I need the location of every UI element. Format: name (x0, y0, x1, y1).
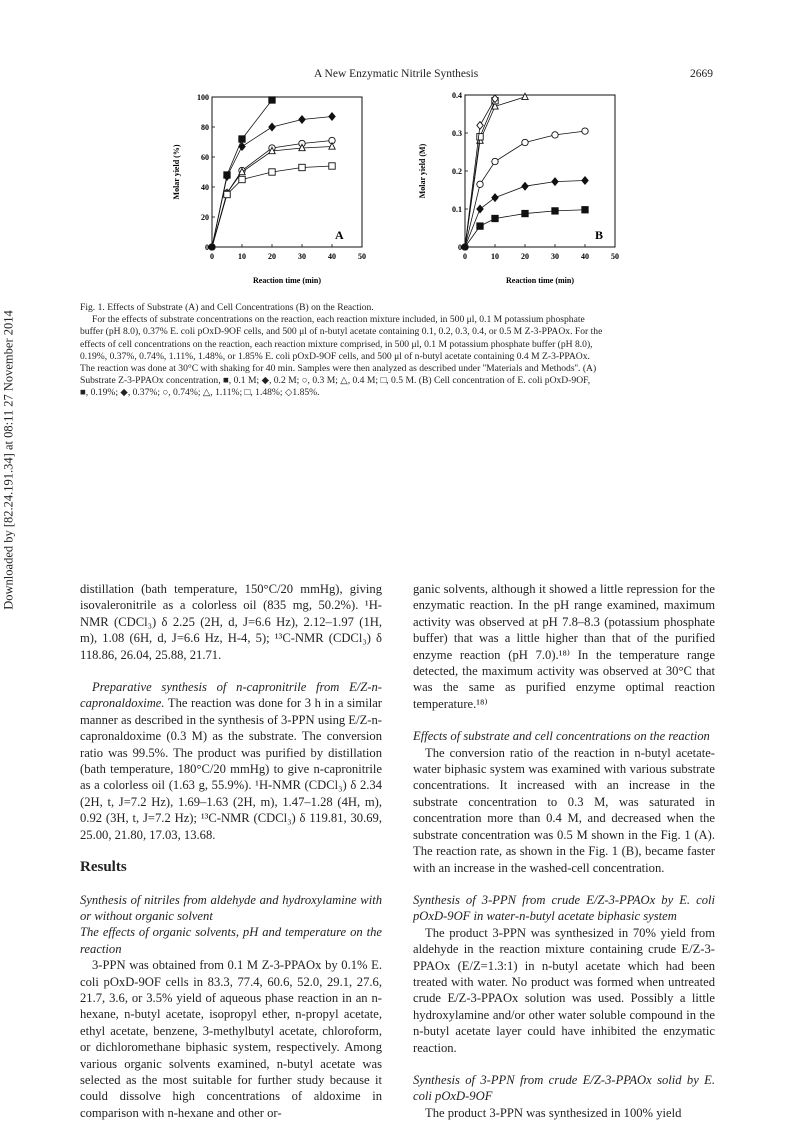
data-point (329, 163, 335, 169)
data-point (582, 177, 588, 185)
data-point (492, 194, 498, 202)
paragraph-heading: Preparative synthesis of n-capronitrile from E/Z-n-capronaldoxime. (80, 680, 382, 711)
x-axis-label: Reaction time (min) (506, 276, 574, 285)
data-point (239, 176, 245, 182)
data-point (522, 139, 528, 145)
x-tick-label: 30 (551, 252, 559, 261)
data-point (582, 207, 588, 213)
running-title: A New Enzymatic Nitrile Synthesis (314, 68, 479, 80)
paragraph: The product 3-PPN was synthesized in 70% yield from aldehyde in the reaction mixture containing crude E/Z-3-PPAOx (E/Z=1.3:1) in n-butyl acetate which had been treated with water. No product was formed when untreated crude E/Z-3-PPAOx solution was used. Possibly a little hydroxylamine and/or other water soluble compound in the n-butyl acetate layer could have inhibited the enzymatic reaction. (413, 925, 715, 1055)
x-axis-label: Reaction time (min) (253, 276, 321, 285)
download-sidebar (2, 250, 16, 670)
y-tick-label: 60 (201, 153, 209, 162)
x-tick-label: 20 (521, 252, 529, 261)
x-tick-label: 10 (491, 252, 499, 261)
panel-label-b: B (595, 228, 604, 242)
data-point (552, 208, 558, 214)
data-point (477, 122, 483, 130)
data-point (552, 178, 558, 186)
data-point (477, 223, 483, 229)
caption-line: 0.19%, 0.37%, 0.74%, 1.11%, 1.48%, or 1.85% E. coli pOxD-9OF cells, and 500 μl of n-butyl acetate containing 0.4 M Z-3-PPAOx. (80, 350, 590, 362)
y-tick-label: 100 (197, 93, 209, 102)
data-point (239, 136, 245, 142)
subsection-heading: Synthesis of nitriles from aldehyde and hydroxylamine with or without organic solvent (80, 892, 382, 923)
paragraph: The product 3-PPN was synthesized in 100% yield (425, 1105, 682, 1120)
plot-frame (212, 97, 362, 247)
y-tick-label: 40 (201, 183, 209, 192)
x-tick-label: 30 (298, 252, 306, 261)
data-point (269, 123, 275, 131)
caption-line: effects of cell concentrations on the reaction, each reaction mixture comprised, in 500 μl, 0.1 M potassium phosphate buffer (pH 8.0), (80, 338, 593, 350)
data-point (269, 97, 275, 103)
data-point (477, 181, 483, 187)
paragraph: 3-PPN was obtained from 0.1 M Z-3-PPAOx by 0.1% E. coli pOxD-9OF cells in 83.3, 77.4, 60.6, 52.0, 29.1, 27.6, 21.7, 3.6, or 3.5% yield of aqueous phase reaction in an n-hexane, n-butyl acetate, isopropyl ether, n-propyl acetate, ethyl acetate, benzene, 3-methylbutyl acetate, chloroform, or dichloromethane biphasic system, respectively. Among various organic solvents examined, n-butyl acetate was selected as the most suitable for further study because it could dissolve high concentrations of aldoxime in comparison with n-hexane and other or- (80, 958, 382, 1120)
caption-title: Fig. 1. Effects of Substrate (A) and Cell Concentrations (B) on the Reaction. (80, 302, 374, 313)
x-tick-label: 50 (611, 252, 619, 261)
data-point (299, 164, 305, 170)
x-tick-label: 0 (463, 252, 467, 261)
x-tick-label: 40 (581, 252, 589, 261)
subsection-heading: The effects of organic solvents, pH and temperature on the reaction (80, 925, 382, 956)
x-tick-label: 0 (210, 252, 214, 261)
figure-caption (80, 302, 716, 400)
chart-b (415, 86, 640, 291)
paragraph-body: The reaction was done for 3 h in a similar manner as described in the synthesis of 3-PPN using E/Z-n-capronaldoxime (0.3 M) as the substrate. The conversion ratio was 99.5%. The product was purified by distillation (bath temperature, 180°C/20 mmHg) to give n-capronitrile as a colorless oil (1.63 g, 55.9%). ¹H-NMR (CDCl₃) δ 2.34 (2H, t, J=7.2 Hz), 1.69–1.63 (2H, m), 1.47–1.28 (4H, m), 0.92 (3H, t, J=7.2 Hz); ¹³C-NMR (CDCl₃) δ 119.81, 30.69, 25.00, 21.80, 17.03, 13.68. (80, 696, 382, 842)
subsection-heading: Synthesis of 3-PPN from crude E/Z-3-PPAOx by E. coli pOxD-9OF in water-n-butyl acetate biphasic system (413, 892, 715, 924)
y-tick-label: 0.3 (452, 129, 462, 138)
data-point (224, 191, 230, 197)
x-tick-label: 40 (328, 252, 336, 261)
subsection-heading: Effects of substrate and cell concentrations on the reaction (413, 729, 710, 744)
paragraph: distillation (bath temperature, 150°C/20 mmHg), giving isovaleronitrile as a colorless oil (835 mg, 50.2%). ¹H-NMR (CDCl₃) δ 2.25 (2H, d, J=6.6 Hz), 2.12–1.97 (1H, m), 1.08 (6H, d, J=6.6 Hz, H-4, 5); ¹³C-NMR (CDCl₃) δ 118.86, 26.04, 25.88, 21.71. (80, 582, 382, 662)
x-tick-label: 50 (358, 252, 366, 261)
data-point (299, 116, 305, 124)
x-tick-label: 10 (238, 252, 246, 261)
page-number: 2669 (690, 68, 713, 80)
panel-label-a: A (335, 228, 344, 242)
data-point (522, 93, 528, 99)
y-tick-label: 80 (201, 123, 209, 132)
x-tick-label: 20 (268, 252, 276, 261)
chart-a (165, 86, 380, 291)
y-axis-label: Molar yield (M) (418, 143, 427, 199)
data-point (269, 169, 275, 175)
data-point (329, 143, 335, 149)
caption-line: For the effects of substrate concentrations on the reaction, each reaction mixture included, in 500 μl, 0.1 M potassium phosphate (92, 314, 585, 326)
data-point (477, 205, 483, 213)
y-tick-label: 0.1 (452, 205, 462, 214)
data-point (209, 244, 215, 250)
y-tick-label: 0.2 (452, 167, 462, 176)
y-tick-label: 0 (205, 243, 209, 252)
paragraph: ganic solvents, although it showed a little repression for the enzymatic reaction. In the pH range examined, maximum activity was observed at pH 7.8–8.3 (potassium phosphate buffer) that was a little higher than that of the purified enzyme reaction (pH 7.0).¹⁸⁾ In the temperature range detected, the maximum activity was observed at 30°C that was the same as purified enzyme optimal reaction temperature.¹⁸⁾ (413, 582, 715, 711)
download-note: Downloaded by [82.24.191.34] at 08:11 27 November 2014 (1, 310, 16, 610)
caption-line: ■, 0.19%; ◆, 0.37%; ○, 0.74%; △, 1.11%; □, 1.48%; ◇1.85%. (80, 387, 320, 399)
series-line (212, 117, 332, 248)
caption-line: The reaction was done at 30°C with shaking for 40 min. Samples were then analyzed as described under ''Materials and Methods''. (A) (80, 363, 597, 375)
data-point (492, 215, 498, 221)
data-point (329, 113, 335, 121)
caption-line: buffer (pH 8.0), 0.37% E. coli pOxD-9OF cells, and 500 μl of n-butyl acetate containing 0.1, 0.2, 0.3, 0.4, or 0.5 M Z-3-PPAOx. For the (80, 326, 603, 338)
right-column (413, 581, 715, 1121)
y-tick-label: 0.4 (452, 91, 462, 100)
y-axis-label: Molar yield (%) (172, 144, 181, 200)
section-heading-results: Results (80, 859, 127, 876)
data-point (522, 210, 528, 216)
paragraph (80, 679, 382, 843)
data-point (462, 244, 468, 250)
paragraph: The conversion ratio of the reaction in n-butyl acetate-water biphasic system was examined with various substrate concentrations. It increased with an increase in the substrate concentration to 0.3 M, was saturated in concentration more than 0.4 M, and decreased when the substrate concentration was 0.5 M shown in the Fig. 1 (A). The reaction rate, as shown in the Fig. 1 (B), became faster with an increase in the washed-cell concentration. (413, 745, 715, 875)
data-point (492, 158, 498, 164)
left-column (80, 581, 382, 1121)
subsection-heading: Synthesis of 3-PPN from crude E/Z-3-PPAOx solid by E. coli pOxD-9OF (413, 1072, 715, 1104)
caption-line: Substrate Z-3-PPAOx concentration, ■, 0.1 M; ◆, 0.2 M; ○, 0.3 M; △, 0.4 M; □, 0.5 M. (B) Cell concentration of E. coli pOxD-9OF, (80, 375, 591, 387)
data-point (522, 182, 528, 190)
y-tick-label: 0 (458, 243, 462, 252)
data-point (552, 132, 558, 138)
data-point (582, 128, 588, 134)
y-tick-label: 20 (201, 213, 209, 222)
data-point (477, 134, 483, 140)
